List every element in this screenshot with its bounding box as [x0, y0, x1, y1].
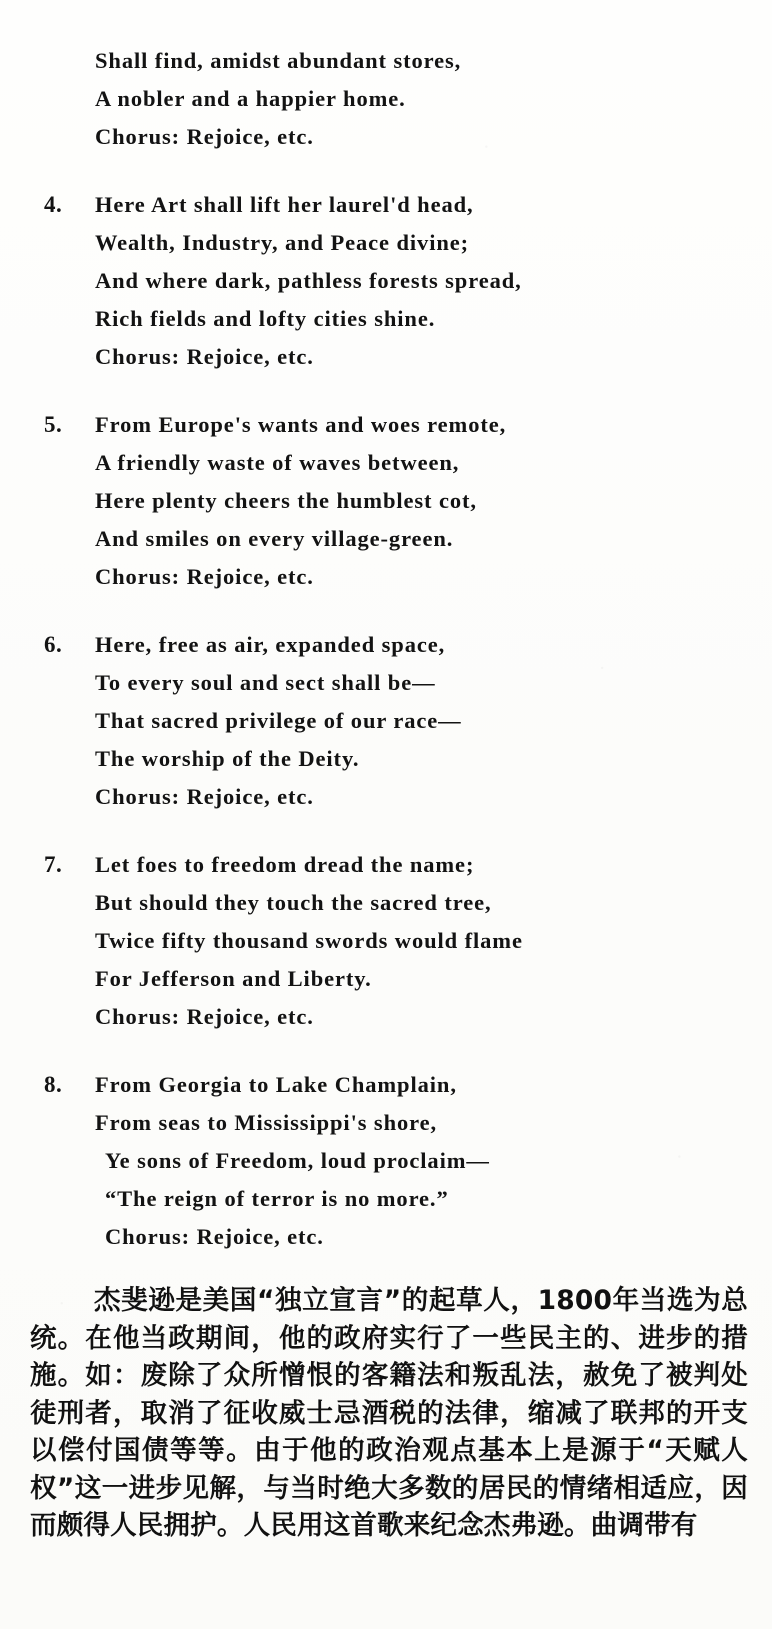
- stanza-lines: [0, 406, 772, 596]
- stanza: [0, 846, 772, 1036]
- verse-line: Chorus: Rejoice, etc.: [95, 784, 314, 809]
- stanza-lines: [0, 846, 772, 1036]
- stanza-number: 7.: [44, 852, 63, 877]
- stanza-partial: [0, 42, 772, 156]
- verse-line: From Georgia to Lake Champlain,: [95, 1072, 457, 1097]
- verse-line: From Europe's wants and woes remote,: [95, 412, 507, 437]
- verse-line: To every soul and sect shall be—: [95, 670, 436, 695]
- stanza-lines: [0, 186, 772, 376]
- stanza-lines: [0, 42, 772, 156]
- prose-block: [30, 1282, 748, 1545]
- stanza-number: 4.: [44, 192, 63, 217]
- verse-line: For Jefferson and Liberty.: [95, 966, 372, 991]
- verse-line: Rich fields and lofty cities shine.: [95, 306, 436, 331]
- verse-line: That sacred privilege of our race—: [95, 708, 462, 733]
- verse-line: And smiles on every village-green.: [95, 526, 454, 551]
- verse-line: Chorus: Rejoice, etc.: [105, 1224, 324, 1249]
- verse-line: Chorus: Rejoice, etc.: [95, 344, 314, 369]
- verse-line: A nobler and a happier home.: [95, 86, 406, 111]
- verse-line: Chorus: Rejoice, etc.: [95, 1004, 314, 1029]
- stanza-number: 5.: [44, 412, 63, 437]
- verse-line: Here Art shall lift her laurel'd head,: [95, 192, 474, 217]
- verse-line: Here plenty cheers the humblest cot,: [95, 488, 477, 513]
- stanza-number: 8.: [44, 1072, 63, 1097]
- verse-line: Chorus: Rejoice, etc.: [95, 564, 314, 589]
- stanza-number: 6.: [44, 632, 63, 657]
- verse-line: A friendly waste of waves between,: [95, 450, 460, 475]
- verse-line: And where dark, pathless forests spread,: [95, 268, 522, 293]
- verse-line: The worship of the Deity.: [95, 746, 360, 771]
- verse-line: Chorus: Rejoice, etc.: [95, 124, 314, 149]
- verse-line: Ye sons of Freedom, loud proclaim—: [105, 1148, 490, 1173]
- verse-line: Here, free as air, expanded space,: [95, 632, 446, 657]
- stanza-lines: [0, 626, 772, 816]
- verse-line: Twice fifty thousand swords would flame: [95, 928, 523, 953]
- verse-line: From seas to Mississippi's shore,: [95, 1110, 438, 1135]
- verse-line: “The reign of terror is no more.”: [105, 1186, 449, 1211]
- verse-line: Let foes to freedom dread the name;: [95, 852, 475, 877]
- stanza: [0, 186, 772, 376]
- stanza: [0, 1066, 772, 1256]
- verse-line: But should they touch the sacred tree,: [95, 890, 492, 915]
- verse-line: Wealth, Industry, and Peace divine;: [95, 230, 470, 255]
- stanza: [0, 626, 772, 816]
- stanza: [0, 406, 772, 596]
- prose-paragraph: 杰斐逊是美国“独立宣言”的起草人，1800年当选为总统。在他当政期间，他的政府实行了一些民主的、进步的措施。如：废除了众所憎恨的客籍法和叛乱法，赦免了被判处徒刑者，取消了征收威士忌酒税的法律，缩减了联邦的开支以偿付国债等等。由于他的政治观点基本上是源于“天赋人权”这一进步见解，与当时绝大多数的居民的情绪相适应，因而颇得人民拥护。人民用这首歌来纪念杰弗逊。曲调带有: [30, 1285, 748, 1541]
- verse-line: Shall find, amidst abundant stores,: [95, 48, 462, 73]
- stanza-lines: [0, 1066, 772, 1256]
